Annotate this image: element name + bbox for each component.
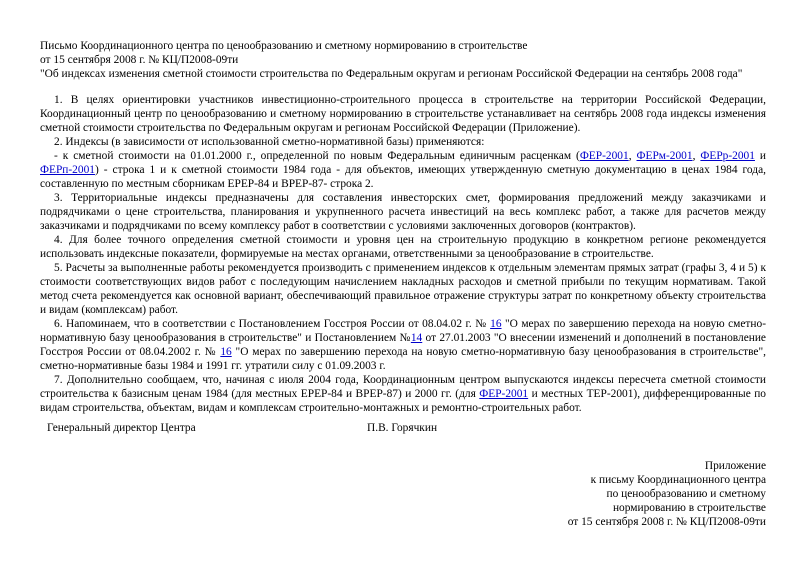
- signatory-name: П.В. Горячкин: [367, 422, 438, 434]
- link-resolution-16[interactable]: 16: [490, 318, 502, 330]
- appendix-line-4: нормированию в строительстве: [612, 502, 766, 514]
- paragraph-2: 2. Индексы (в зависимости от использованной сметно-нормативной базы) применяются:: [54, 136, 485, 148]
- signatory-position: Генеральный директор Центра: [47, 422, 196, 434]
- paragraph-2a-text-1: - к сметной стоимости на 01.01.2000 г., определенной по новым Федеральным единичным расценкам (: [54, 150, 580, 162]
- appendix-caption: [568, 459, 766, 529]
- separator: и: [754, 150, 767, 162]
- document: [40, 39, 766, 415]
- paragraph-2a: [40, 149, 766, 191]
- appendix-line-3: по ценообразованию и сметному: [606, 488, 766, 500]
- paragraph-6-text-1: 6. Напоминаем, что в соответствии с Постановлением Госстроя России от 08.04.02 г. №: [54, 318, 491, 330]
- paragraph-6-text-4: "О мерах по завершению перехода на новую сметно-нормативную базу ценообразования в строительстве", сметно-нормативные базы 1984 и 1991 гг. утратили силу с 01.09.2003 г.: [40, 346, 766, 372]
- paragraph-6-text-3: от 27.01.2003 "О внесении изменений и дополнений в постановление Госстроя России от 08.04.2002 г. №: [40, 332, 766, 358]
- link-fer-2001-second[interactable]: ФЕР-2001: [479, 388, 529, 400]
- link-ferm-2001[interactable]: ФЕРм-2001: [636, 150, 693, 162]
- link-ferp-2001[interactable]: ФЕРп-2001: [40, 164, 95, 176]
- separator: ,: [692, 150, 701, 162]
- link-resolution-16-second[interactable]: 16: [220, 346, 232, 358]
- paragraph-5: 5. Расчеты за выполненные работы рекомендуется производить с применением индексов к отдельным элементам прямых затрат (графы 3, 4 и 5) к стоимости соответствующих видов работ с последующим начислением накладных расходов и сметной прибыли по текущим нормативам. Такой метод счета рекомендуется как основной вариант, обеспечивающий правильное отражение структуры затрат по конкретному объекту строительства и видам (комплексам) работ.: [40, 262, 766, 316]
- header-subject: "Об индексах изменения сметной стоимости строительства по Федеральным округам и регионам Российской Федерации на сентябрь 2008 года": [40, 68, 743, 80]
- header-date-number: от 15 сентября 2008 г. № КЦ/П2008-09ти: [40, 54, 239, 66]
- link-resolution-14[interactable]: 14: [410, 332, 423, 344]
- letter-body: [40, 93, 766, 415]
- paragraph-2a-text-2: ) - строка 1 и к сметной стоимости 1984 года - для объектов, имеющих утвержденную сметную документацию в ценах 1984 года, составленную по местным сборникам ЕРЕР-84 и ВРЕР-87- строка 2.: [40, 164, 766, 190]
- paragraph-7: [40, 373, 766, 415]
- link-fer-2001[interactable]: ФЕР-2001: [579, 150, 629, 162]
- separator: ,: [628, 150, 637, 162]
- paragraph-7-text-1: 7. Дополнительно сообщаем, что, начиная с июля 2004 года, Координационным центром выпускаются индексы пересчета сметной стоимости строительства к базисным ценам 1984 (для местных ЕРЕР-84 и ВРЕР-87) и 2000 гг. (для: [40, 374, 766, 400]
- appendix-line-5: от 15 сентября 2008 г. № КЦ/П2008-09ти: [567, 516, 766, 528]
- paragraph-1: 1. В целях ориентировки участников инвестиционно-строительного процесса в строительстве на территории Российской Федерации, Координационный центр по ценообразованию и сметному нормированию в строительстве устанавливает на сентябрь 2008 года индексы изменения сметной стоимости строительства по Федеральным округам и регионам Российской Федерации (Приложение).: [40, 94, 766, 134]
- paragraph-6: [40, 317, 766, 373]
- letter-header: [40, 39, 766, 81]
- link-ferr-2001[interactable]: ФЕРр-2001: [700, 150, 755, 162]
- header-title: Письмо Координационного центра по ценообразованию и сметному нормированию в строительстве: [40, 40, 528, 52]
- appendix-line-2: к письму Координационного центра: [590, 474, 766, 486]
- paragraph-7-text-2: и местных ТЕР-2001), дифференцированные по видам строительства, объектам, видам и комплексам строительно-монтажных и ремонтно-строительных работ.: [40, 388, 766, 414]
- paragraph-3: 3. Территориальные индексы предназначены для составления инвесторских смет, формирования предложений между заказчиками и подрядчиками о цене строительства, планирования и укрупненного расчета инвестиций на весь комплекс работ, а также для расчетов между заказчиками и подрядчиками по всему комплексу работ в соответствии с условиями заключенных договоров (контрактов).: [40, 192, 766, 232]
- paragraph-4: 4. Для более точного определения сметной стоимости и уровня цен на строительную продукцию в конкретном регионе рекомендуется использовать индексные показатели, формируемые на местах органами, ответственными за ценообразование в строительстве.: [40, 234, 766, 260]
- appendix-line-1: Приложение: [704, 460, 766, 472]
- paragraph-6-text-2: "О мерах по завершению перехода на новую сметно-нормативную базу ценообразования в строительстве" и Постановлением №: [40, 318, 766, 344]
